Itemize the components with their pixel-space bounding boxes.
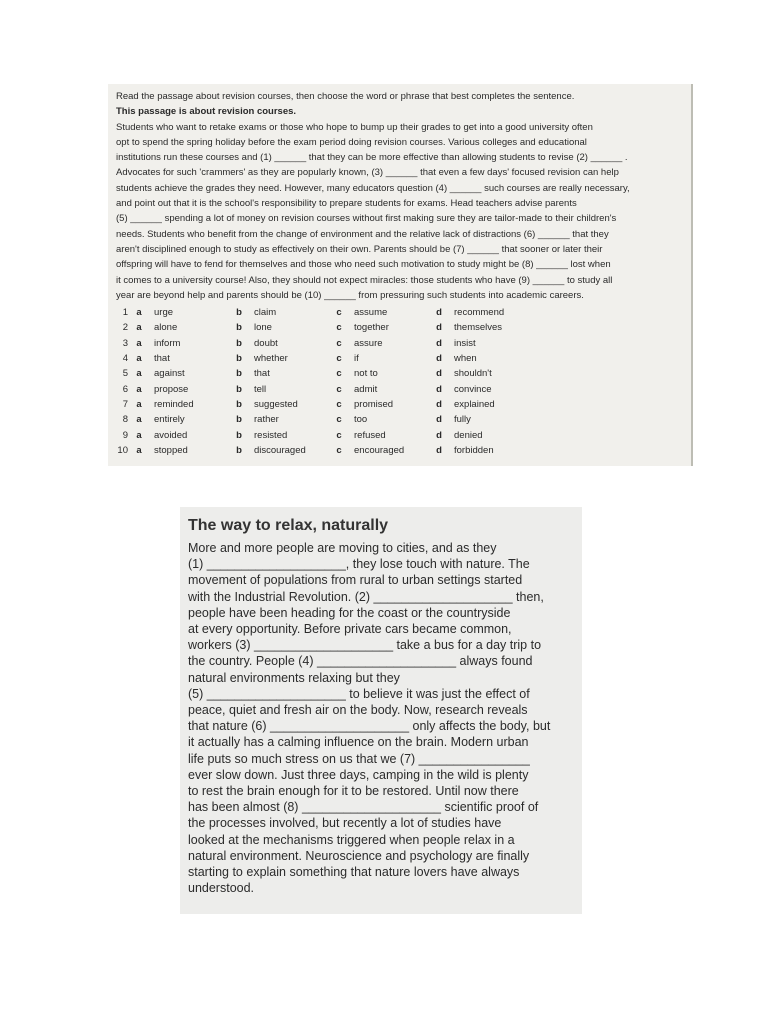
option-b [232,397,332,412]
option-letter: a [136,429,142,441]
passage-line: movement of populations from rural to urban settings started [188,573,523,588]
option-c [332,443,432,458]
option-a [132,443,232,458]
relax-naturally-exercise-scan [180,507,582,914]
option-c [332,351,432,366]
passage-line: natural environments relaxing but they [188,670,400,685]
option-b [232,305,332,320]
option-letter: a [136,414,142,426]
option-number: 1 [122,307,128,319]
option-letter: b [236,429,242,441]
passage-line: (1) ____________________, they lose touch with nature. The [188,557,530,572]
option-word: denied [454,429,483,441]
option-word: doubt [254,337,278,349]
passage-line: starting to explain something that nature lovers have always [188,865,520,880]
option-row [116,305,683,320]
option-letter: d [436,414,442,426]
passage-line: peace, quiet and fresh air on the body. Now, research reveals [188,703,528,718]
option-letter: b [236,398,242,410]
option-number: 8 [122,414,128,426]
option-row [116,412,683,427]
option-row [116,336,683,351]
option-number: 9 [122,429,128,441]
passage-line: looked at the mechanisms triggered when people relax in a [188,832,515,847]
option-d [432,443,532,458]
option-letter: c [336,353,342,365]
option-d [432,366,532,381]
option-a [132,366,232,381]
option-a [132,351,232,366]
option-letter: d [436,322,442,334]
passage-line: offspring will have to fend for themselves and those who need such motivation to study might be (8) ______ lost when [116,259,611,271]
option-a [132,305,232,320]
option-b [232,320,332,335]
passage-line: More and more people are moving to cities, and as they [188,541,497,555]
option-word: resisted [254,429,288,441]
option-b [232,366,332,381]
passage-line: needs. Students who benefit from the change of environment and the relative lack of distractions (6) ______ that they [116,228,609,240]
option-row [116,443,683,458]
option-word: not to [354,368,378,380]
option-word: forbidden [454,444,494,456]
option-word: when [454,353,477,365]
option-letter: b [236,383,242,395]
option-word: recommend [454,307,505,319]
option-letter: d [436,307,442,319]
answer-options-list [116,305,683,458]
passage-line: (5) ____________________ to believe it was just the effect of [188,686,530,701]
option-a [132,412,232,427]
option-word: admit [354,383,378,395]
option-letter: d [436,337,442,349]
passage-line: (5) ______ spending a lot of money on revision courses without first making sure they are tailor-made to their children's [116,213,617,225]
option-row [116,397,683,412]
passage-line: natural environment. Neuroscience and psychology are finally [188,848,530,863]
option-word: insist [454,337,476,349]
passage-line: has been almost (8) ____________________ scientific proof of [188,800,539,815]
option-word: encouraged [354,444,405,456]
option-word: rather [254,414,279,426]
option-letter: b [236,414,242,426]
option-letter: b [236,322,242,334]
exercise1-instruction: Read the passage about revision courses, then choose the word or phrase that best completes the sentence. [116,91,575,102]
option-word: assume [354,307,388,319]
passage-line: Students who want to retake exams or those who hope to bump up their grades to get into a good university often [116,121,593,133]
option-letter: b [236,444,242,456]
option-letter: c [336,444,342,456]
option-word: themselves [454,322,503,334]
passage-line: at every opportunity. Before private cars became common, [188,622,512,637]
passage-line: institutions run these courses and (1) ______ that they can be more effective than allowing students to revise (2) ______ . [116,152,628,164]
passage-line: to rest the brain enough for it to be restored. Until now there [188,784,519,799]
option-letter: a [136,307,142,319]
option-word: against [154,368,185,380]
passage-line: understood. [188,881,255,896]
option-letter: d [436,368,442,380]
option-letter: a [136,368,142,380]
option-word: lone [254,322,272,334]
option-c [332,412,432,427]
option-d [432,336,532,351]
option-letter: d [436,353,442,365]
option-row [116,351,683,366]
passage-line: that nature (6) ____________________ only affects the body, but [188,719,551,734]
option-b [232,412,332,427]
passage-line: it comes to a university course! Also, they should not expect miracles: those students who have (9) ______ to study all [116,274,613,286]
passage-line: it actually has a calming influence on the brain. Modern urban [188,735,529,750]
option-a [132,336,232,351]
option-letter: c [336,398,342,410]
option-word: explained [454,398,495,410]
passage-line: students achieve the grades they need. However, many educators question (4) ______ such courses are really necessary, [116,182,630,194]
option-word: inform [154,337,181,349]
option-letter: a [136,398,142,410]
option-b [232,443,332,458]
exercise2-passage [188,540,574,896]
option-word: avoided [154,429,188,441]
option-word: refused [354,429,386,441]
option-letter: c [336,322,342,334]
option-c [332,320,432,335]
option-a [132,320,232,335]
option-row [116,320,683,335]
option-d [432,382,532,397]
option-c [332,336,432,351]
passage-line: opt to spend the spring holiday before the exam period doing revision courses. Various colleges and educational [116,136,587,148]
option-letter: c [336,368,342,380]
option-word: stopped [154,444,188,456]
option-d [432,351,532,366]
option-c [332,397,432,412]
option-number: 5 [122,368,128,380]
option-word: suggested [254,398,298,410]
option-letter: c [336,429,342,441]
option-letter: b [236,353,242,365]
option-c [332,366,432,381]
passage-line: workers (3) ____________________ take a bus for a day trip to [188,638,542,653]
passage-line: the processes involved, but recently a lot of studies have [188,816,502,831]
option-word: discouraged [254,444,306,456]
option-word: that [154,353,170,365]
exercise1-subheading: This passage is about revision courses. [116,106,297,118]
passage-line: with the Industrial Revolution. (2) ____________________ then, [188,589,544,604]
option-word: propose [154,383,189,395]
option-d [432,305,532,320]
option-number: 3 [122,337,128,349]
option-a [132,428,232,443]
option-b [232,428,332,443]
option-word: shouldn't [454,368,492,380]
option-b [232,382,332,397]
passage-line: people have been heading for the coast or the countryside [188,605,511,620]
option-letter: a [136,444,142,456]
option-letter: b [236,307,242,319]
option-word: entirely [154,414,185,426]
option-word: urge [154,307,174,319]
passage-line: and point out that it is the school's responsibility to prepare students for exams. Head teachers advise parents [116,198,577,210]
option-number: 4 [122,353,128,365]
option-a [132,382,232,397]
option-letter: d [436,398,442,410]
option-word: claim [254,307,277,319]
option-letter: a [136,322,142,334]
option-b [232,351,332,366]
option-word: tell [254,383,267,395]
scan-edge-shadow [691,84,693,466]
option-letter: d [436,444,442,456]
option-word: alone [154,322,178,334]
option-letter: a [136,383,142,395]
option-word: whether [254,353,288,365]
revision-courses-exercise-scan [108,84,693,466]
option-c [332,382,432,397]
option-letter: c [336,414,342,426]
option-number: 7 [122,398,128,410]
option-number: 2 [122,322,128,334]
option-number: 6 [122,383,128,395]
option-row [116,382,683,397]
option-word: that [254,368,270,380]
exercise1-passage [116,120,683,304]
option-letter: c [336,337,342,349]
option-word: promised [354,398,394,410]
option-word: together [354,322,389,334]
option-letter: a [136,353,142,365]
option-letter: d [436,383,442,395]
option-c [332,428,432,443]
option-word: fully [454,414,471,426]
passage-line: life puts so much stress on us that we (7) ________________ [188,751,530,766]
option-letter: b [236,337,242,349]
option-d [432,320,532,335]
option-row [116,366,683,381]
option-letter: c [336,307,342,319]
option-c [332,305,432,320]
option-number: 10 [117,444,128,456]
option-letter: c [336,383,342,395]
option-word: reminded [154,398,194,410]
passage-line: aren't disciplined enough to study as effectively on their own. Parents should be (7) ______ that sooner or later their [116,243,603,255]
option-word: assure [354,337,383,349]
option-word: convince [454,383,492,395]
passage-line: year are beyond help and parents should be (10) ______ from pressuring such students into academic careers. [116,289,584,301]
option-letter: a [136,337,142,349]
exercise2-title: The way to relax, naturally [188,517,389,534]
option-d [432,412,532,427]
passage-line: Advocates for such 'crammers' as they are popularly known, (3) ______ that even a few days' focused revision can help [116,167,619,179]
option-letter: d [436,429,442,441]
passage-line: the country. People (4) ____________________ always found [188,654,533,669]
option-b [232,336,332,351]
option-word: if [354,353,359,365]
option-d [432,428,532,443]
option-row [116,428,683,443]
passage-line: ever slow down. Just three days, camping in the wild is plenty [188,767,529,782]
option-word: too [354,414,368,426]
option-d [432,397,532,412]
option-letter: b [236,368,242,380]
option-a [132,397,232,412]
